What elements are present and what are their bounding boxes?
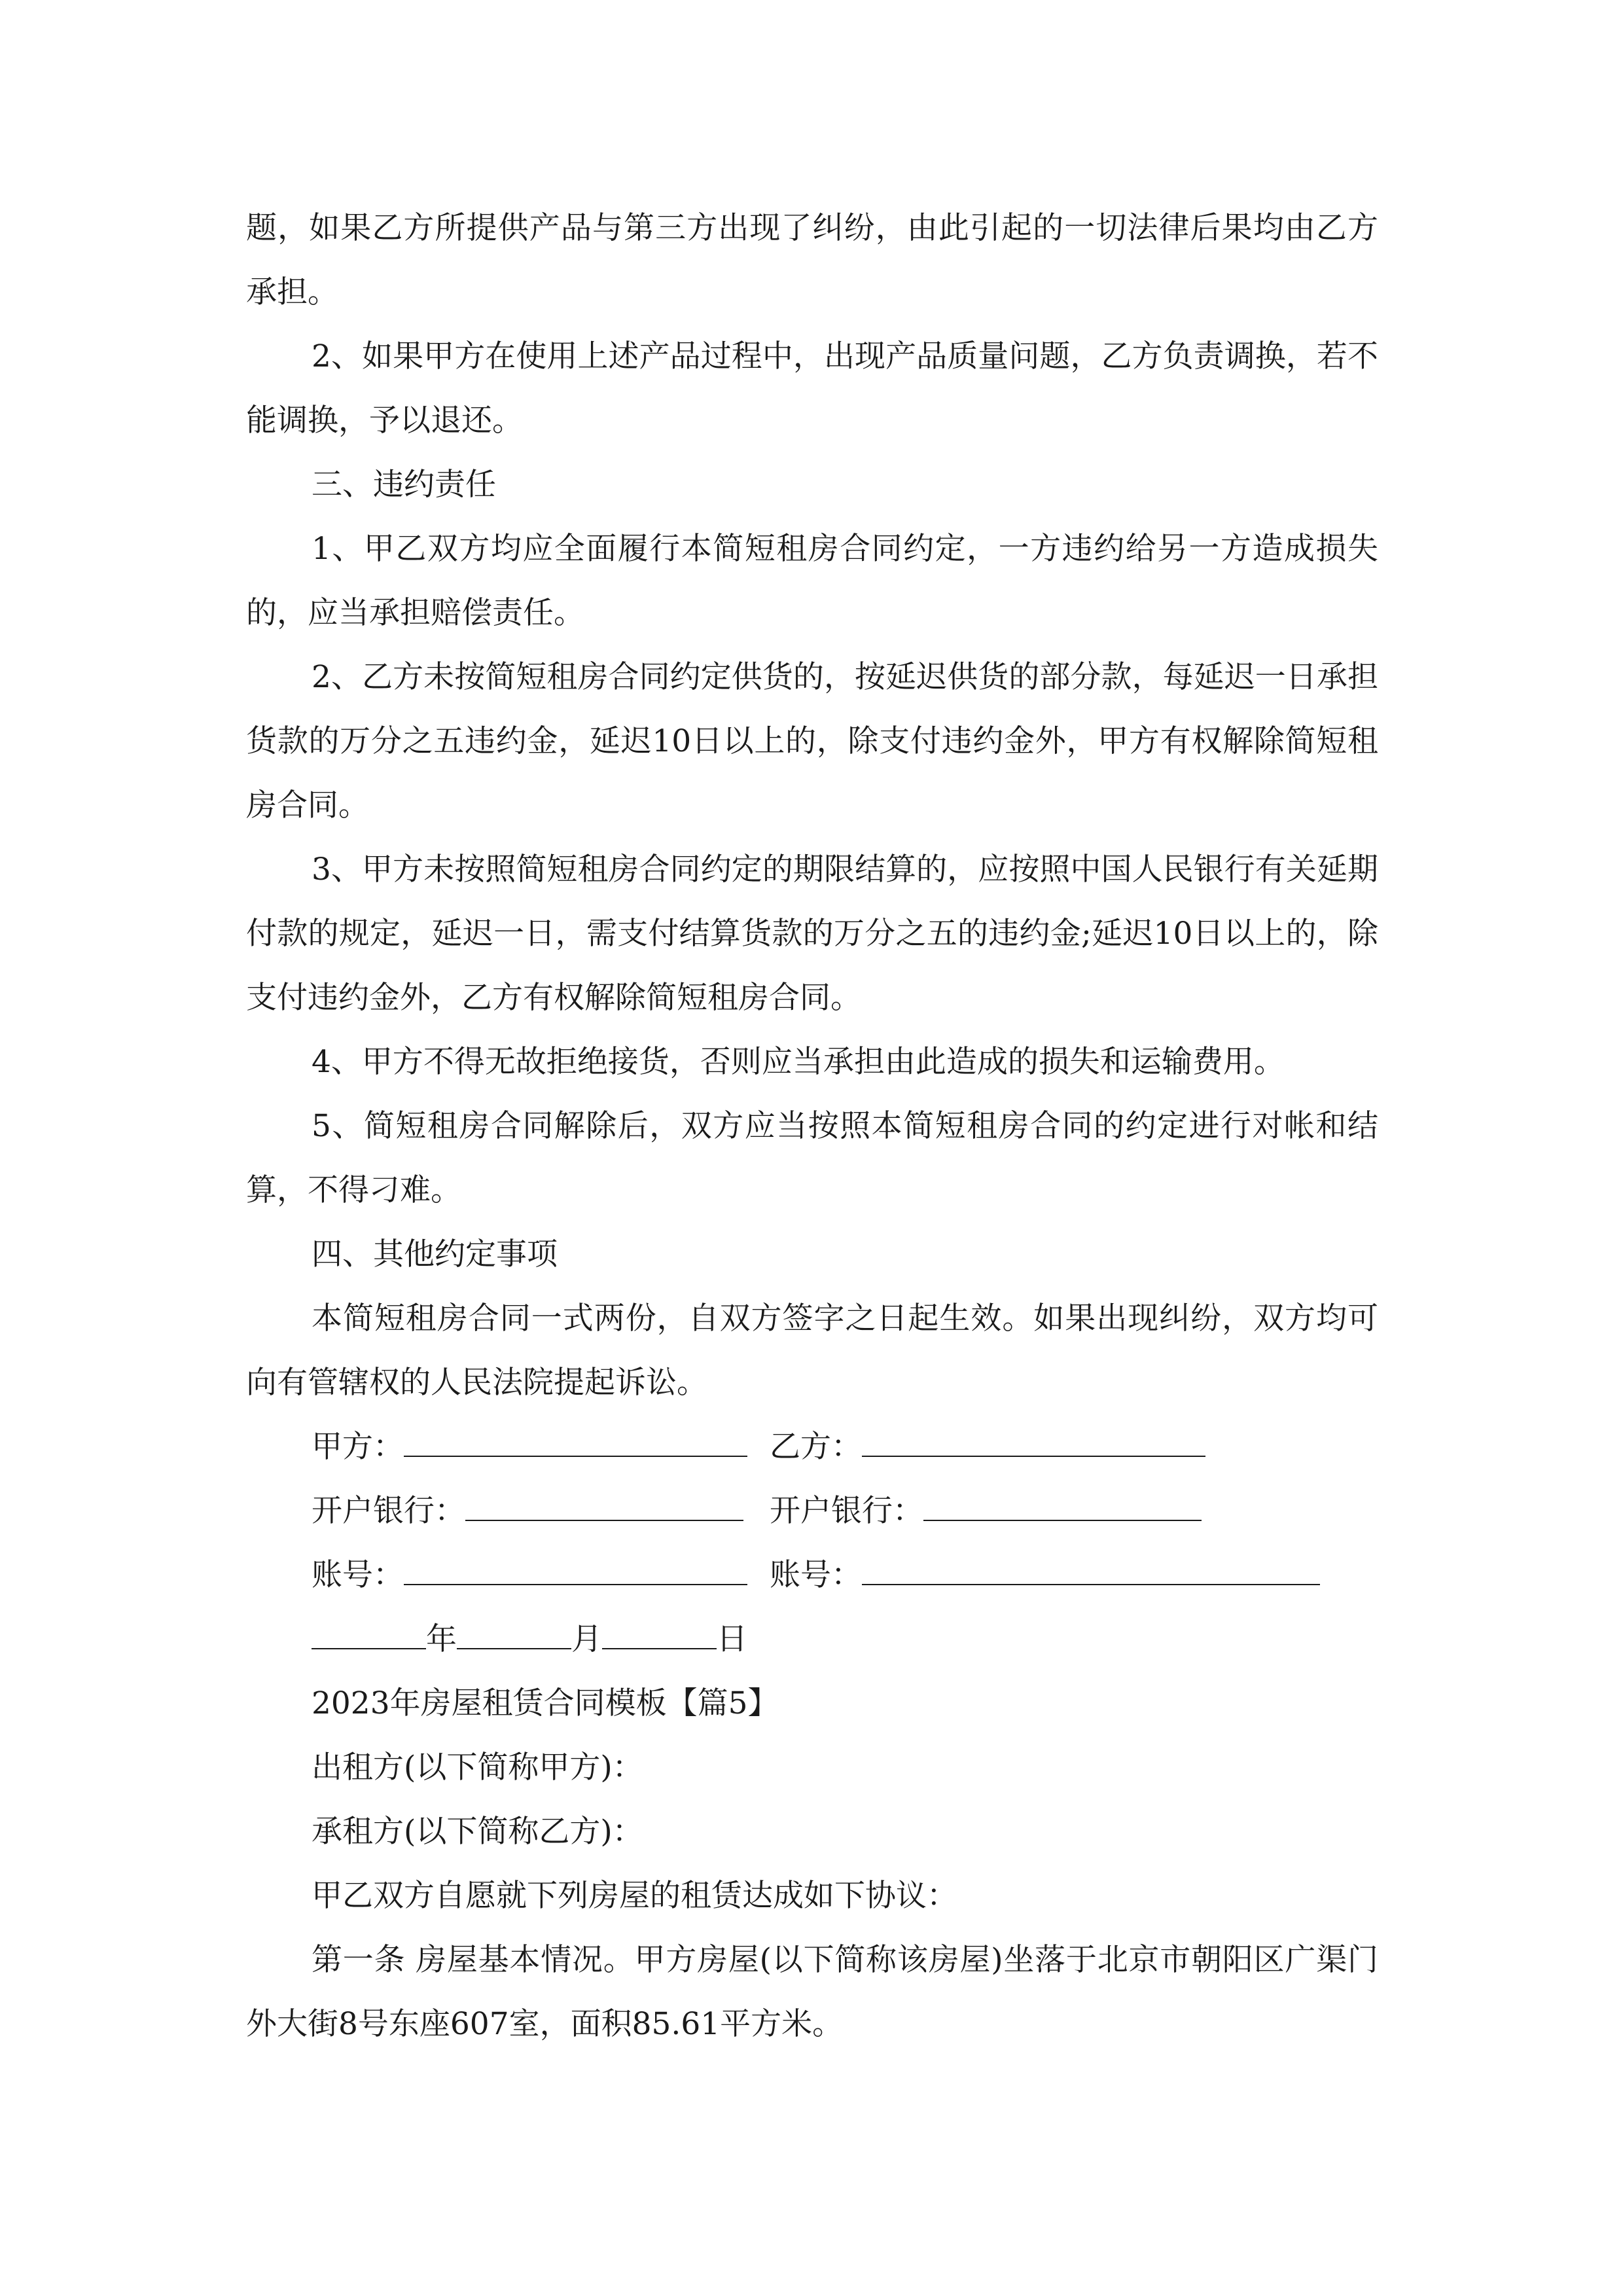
next-contract <box>246 1672 1378 2056</box>
bank-a-field <box>312 1479 743 1543</box>
month-blank <box>457 1609 571 1649</box>
paragraph: 2、乙方未按简短租房合同约定供货的，按延迟供货的部分款，每延迟一日承担货款的万分之五违约金，延迟10日以上的，除支付违约金外，甲方有权解除简短租房合同。 <box>246 659 1378 823</box>
contract-title: 2023年房屋租赁合同模板【篇5】 <box>312 1685 779 1721</box>
article-one: 第一条 房屋基本情况。甲方房屋(以下简称该房屋)坐落于北京市朝阳区广渠门外大街8号东座607室，面积85.61平方米。 <box>246 1942 1378 2042</box>
account-row <box>246 1543 1378 1607</box>
party-a-label: 甲方： <box>312 1429 404 1465</box>
paragraph: 3、甲方未按照简短租房合同约定的期限结算的，应按照中国人民银行有关延期付款的规定，延迟一日，需支付结算货款的万分之五的违约金;延迟10日以上的，除支付违约金外，乙方有权解除简短租房合同。 <box>246 852 1378 1016</box>
day-blank <box>602 1609 717 1649</box>
account-b-label: 账号： <box>770 1557 862 1593</box>
paragraph: 本简短租房合同一式两份，自双方签字之日起生效。如果出现纠纷，双方均可向有管辖权的人民法院提起诉讼。 <box>246 1300 1378 1401</box>
account-a-blank <box>404 1545 747 1585</box>
lessee-line: 承租方(以下简称乙方)： <box>312 1814 643 1850</box>
party-row <box>246 1415 1378 1479</box>
agreement-intro: 甲乙双方自愿就下列房屋的租赁达成如下协议： <box>312 1878 957 1914</box>
paragraph: 2、如果甲方在使用上述产品过程中，出现产品质量问题，乙方负责调换，若不能调换，予以退还。 <box>246 338 1378 439</box>
year-label: 年 <box>426 1621 457 1657</box>
lessor-line: 出租方(以下简称甲方)： <box>312 1749 643 1785</box>
account-a-label: 账号： <box>312 1557 404 1593</box>
bank-a-label: 开户银行： <box>312 1493 465 1529</box>
section-heading: 三、违约责任 <box>312 467 496 503</box>
account-b-blank <box>862 1545 1320 1585</box>
bank-row <box>246 1479 1378 1543</box>
bank-a-blank <box>465 1480 743 1521</box>
year-blank <box>312 1609 426 1649</box>
section-heading: 四、其他约定事项 <box>312 1236 558 1272</box>
party-a-blank <box>404 1416 747 1457</box>
party-b-label: 乙方： <box>770 1429 862 1465</box>
account-b-field <box>770 1543 1320 1607</box>
paragraph: 5、简短租房合同解除后，双方应当按照本简短租房合同的约定进行对帐和结算，不得刁难。 <box>246 1108 1378 1208</box>
bank-b-label: 开户银行： <box>770 1493 923 1529</box>
document-body <box>246 196 1378 2056</box>
paragraph: 1、甲乙双方均应全面履行本简短租房合同约定，一方违约给另一方造成损失的，应当承担赔偿责任。 <box>246 531 1378 631</box>
party-b-field <box>770 1415 1205 1479</box>
bank-b-blank <box>923 1480 1202 1521</box>
bank-b-field <box>770 1479 1202 1543</box>
day-label: 日 <box>717 1621 747 1657</box>
paragraph: 4、甲方不得无故拒绝接货，否则应当承担由此造成的损失和运输费用。 <box>312 1044 1285 1080</box>
paragraph: 题，如果乙方所提供产品与第三方出现了纠纷，由此引起的一切法律后果均由乙方承担。 <box>246 210 1378 310</box>
party-a-field <box>312 1415 747 1479</box>
month-label: 月 <box>571 1621 602 1657</box>
party-b-blank <box>862 1416 1205 1457</box>
date-row <box>246 1607 1378 1672</box>
contract-clauses <box>246 196 1378 1415</box>
account-a-field <box>312 1543 747 1607</box>
signature-block <box>246 1415 1378 1672</box>
